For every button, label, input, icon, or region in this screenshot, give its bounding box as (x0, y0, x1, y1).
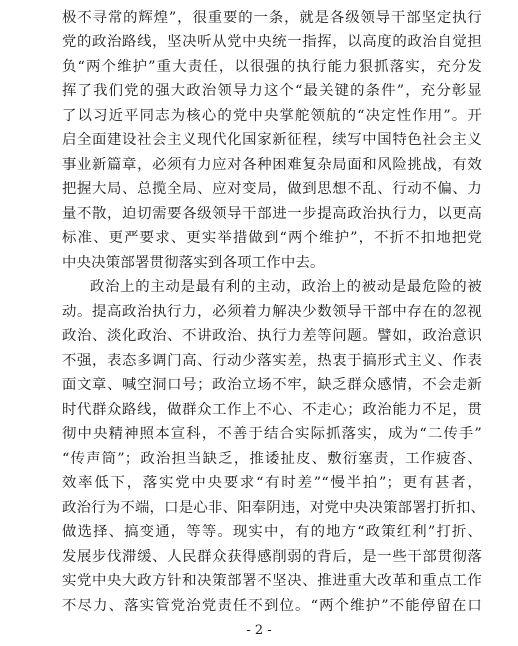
text-line: 事业新篇章，必须有力应对各种困难复杂局面和风险挑战，有效 (62, 156, 482, 173)
text-line: 党的政治路线，坚决听从党中央统一指挥，以高度的政治自觉担 (62, 34, 482, 51)
text-line: 挥了我们党的强大政治领导力这个“最关键的条件”，充分彰显 (62, 83, 482, 100)
text-line: 发展步伐滞缓、人民群众获得感削弱的背后，是一些干部贯彻落 (62, 548, 482, 565)
text-line: “传声筒”；政治担当缺乏，推诿扯皮、敷衍塞责，工作疲沓、 (62, 450, 482, 467)
paragraph-first-line: 政治上的主动是最有利的主动，政治上的被动是最危险的被 (90, 279, 482, 296)
text-line: 动。提高政治执行力，必须着力解决少数领导干部中存在的忽视 (62, 303, 482, 320)
text-line: 不尽力、落实管党治党责任不到位。“两个维护”不能停留在口 (62, 597, 482, 614)
text-line: 实党中央大政方针和决策部署不坚决、推进重大改革和重点工作 (62, 573, 482, 590)
text-line: 面文章、喊空洞口号；政治立场不牢，缺乏群众感情，不会走新 (62, 377, 482, 394)
text-line: 中央决策部署贯彻落实到各项工作中去。 (62, 254, 325, 271)
text-line: 效率低下，落实党中央要求“有时差”“慢半拍”；更有甚者， (62, 475, 482, 492)
page-number: - 2 - (246, 623, 272, 638)
text-line: 标准、更严要求、更实举措做到“两个维护”，不折不扣地把党 (62, 230, 482, 247)
text-line: 量不散，迫切需要各级领导干部进一步提高政治执行力，以更高 (62, 205, 482, 222)
text-line: 负“两个维护”重大责任，以很强的执行能力狠抓落实，充分发 (62, 58, 482, 75)
text-line: 彻中央精神照本宣科，不善于结合实际抓落实，成为“二传手” (62, 426, 482, 443)
text-line: 政治、淡化政治、不讲政治、执行力差等问题。譬如，政治意识 (62, 328, 482, 345)
text-line: 启全面建设社会主义现代化国家新征程，续写中国特色社会主义 (62, 132, 482, 149)
text-line: 极不寻常的辉煌”，很重要的一条，就是各级领导干部坚定执行 (62, 10, 482, 26)
text-line: 不强，表态多调门高、行动少落实差，热衷于搞形式主义、作表 (62, 352, 482, 369)
text-line: 政治行为不端，口是心非、阳奉阴违，对党中央决策部署打折扣、 (62, 499, 486, 516)
text-line: 做选择、搞变通，等等。现实中，有的地方“政策红利”打折、 (62, 524, 482, 541)
text-line: 把握大局、总揽全局、应对变局，做到思想不乱、行动不偏、力 (62, 181, 482, 198)
text-line: 了以习近平同志为核心的党中央掌舵领航的“决定性作用”。开 (62, 107, 482, 124)
text-line: 时代群众路线，做群众工作上不心、不走心；政治能力不足，贯 (62, 401, 482, 418)
